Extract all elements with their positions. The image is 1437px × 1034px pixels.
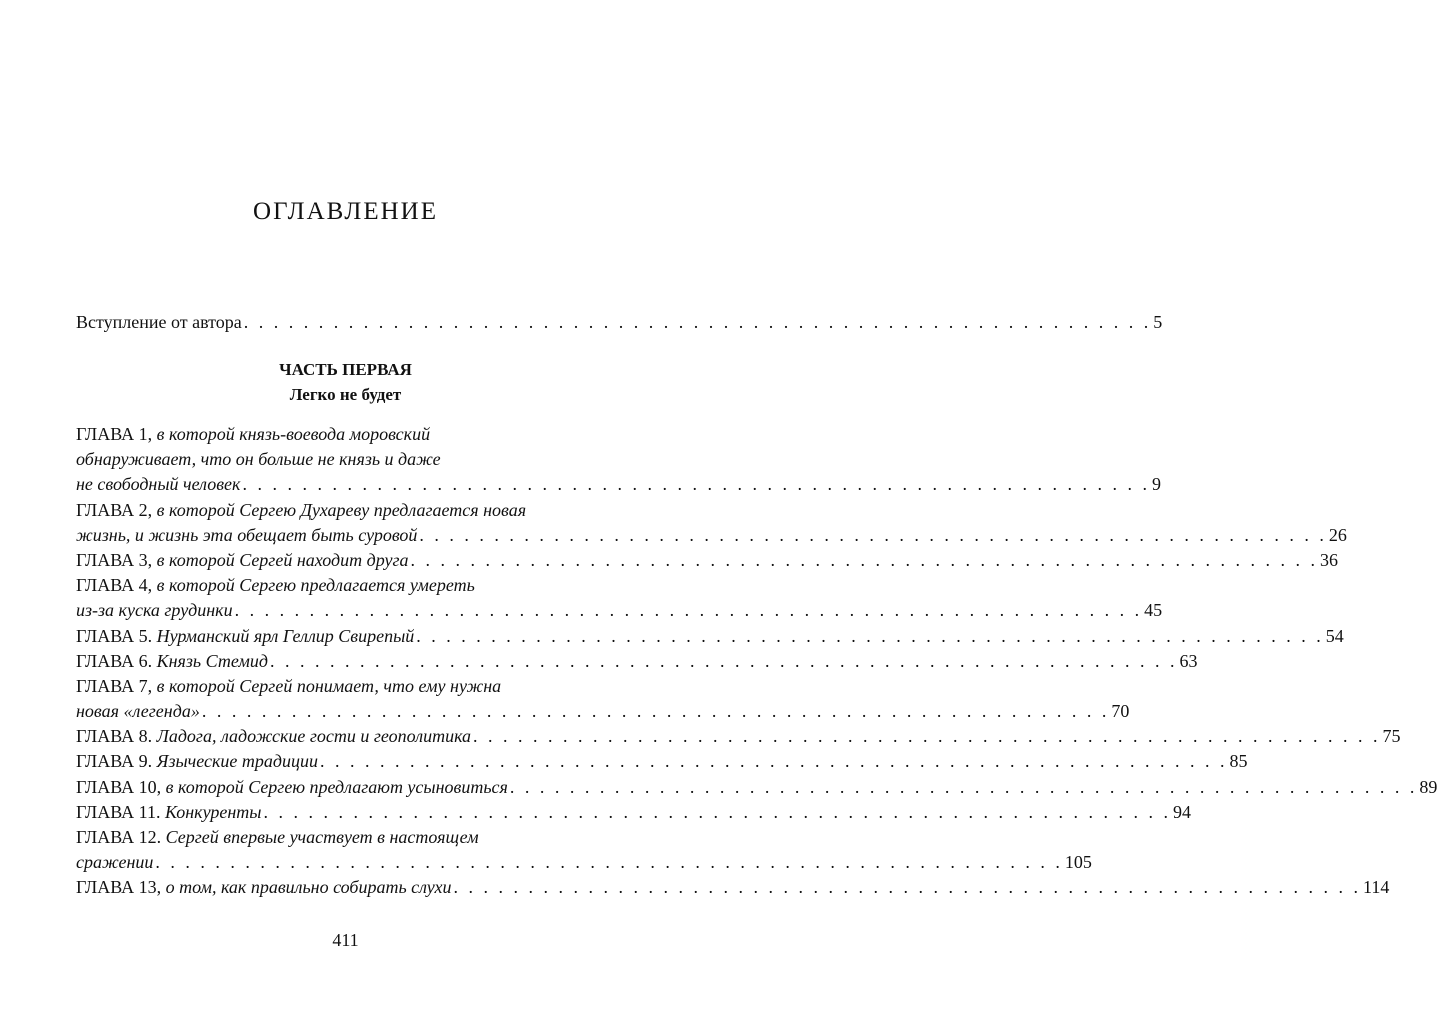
toc-entry-line bbox=[76, 800, 1191, 825]
toc-page-number: 63 bbox=[1179, 650, 1198, 671]
toc-entry-line bbox=[76, 649, 1198, 674]
toc-list bbox=[76, 422, 1437, 901]
toc-entry-intro bbox=[76, 310, 1163, 335]
chapter-label: ГЛАВА 3, bbox=[76, 549, 157, 570]
chapter-label: ГЛАВА 7, bbox=[76, 675, 157, 696]
toc-entry-line bbox=[76, 749, 1248, 774]
toc-page-number: 114 bbox=[1363, 877, 1390, 898]
toc-page-number: 89 bbox=[1419, 776, 1437, 797]
chapter-title: в которой князь-воевода моровский bbox=[156, 424, 431, 444]
toc-entry-line bbox=[76, 548, 1339, 573]
leader-dots: . . . . . . . . . . . . . . . . . . . . . . . . . . . . . . . . . . . . . . . . . . . . . . . . . . . . . . . . . . . . . bbox=[263, 801, 1171, 822]
chapter-title: новая «легенда» bbox=[76, 701, 200, 722]
toc-entry-line bbox=[76, 674, 588, 699]
leader-dots: . . . . . . . . . . . . . . . . . . . . . . . . . . . . . . . . . . . . . . . . . . . . . . . . . . . . . . . . . . . . . bbox=[155, 852, 1063, 873]
toc-entry-line bbox=[76, 850, 1092, 875]
toc-page-number: 85 bbox=[1229, 751, 1248, 772]
chapter-title: в которой Сергею предлагают усыновиться bbox=[165, 776, 508, 797]
toc-entry-line bbox=[76, 573, 588, 598]
toc-entry-line: обнаруживает, что он больше не князь и даже bbox=[76, 449, 441, 470]
chapter-label: ГЛАВА 11. bbox=[76, 801, 165, 822]
chapter-label: ГЛАВА 8. bbox=[76, 726, 157, 747]
toc-page-number: 105 bbox=[1064, 852, 1092, 873]
chapter-title: в которой Сергею Духареву предлагается новая bbox=[156, 499, 527, 520]
leader-dots: . . . . . . . . . . . . . . . . . . . . . . . . . . . . . . . . . . . . . . . . . . . . . . . . . . . . . . . . . . . . . bbox=[201, 701, 1110, 722]
toc-entry-line bbox=[76, 498, 588, 523]
leader-dots: . . . . . . . . . . . . . . . . . . . . . . . . . . . . . . . . . . . . . . . . . . . . . . . . . . . . . . . . . . . . . bbox=[242, 474, 1150, 495]
leader-dots: . . . . . . . . . . . . . . . . . . . . . . . . . . . . . . . . . . . . . . . . . . . . . . . . . . . . . . . . . . . . . bbox=[234, 600, 1143, 621]
chapter-title: Нурманский ярл Геллир Свирепый bbox=[156, 625, 415, 646]
leader-dots: . . . . . . . . . . . . . . . . . . . . . . . . . . . . . . . . . . . . . . . . . . . . . . . . . . . . . . . . . . . . . bbox=[270, 650, 1178, 671]
chapter-label: ГЛАВА 4, bbox=[76, 575, 157, 596]
leader-dots: . . . . . . . . . . . . . . . . . . . . . . . . . . . . . . . . . . . . . . . . . . . . . . . . . . . . . . . . . . . . . bbox=[473, 726, 1381, 747]
chapter-title: Князь Стемид bbox=[156, 650, 268, 671]
chapter-label: ГЛАВА 6. bbox=[76, 650, 157, 671]
page-number: 411 bbox=[332, 930, 359, 950]
chapter-title: из-за куска грудинки bbox=[76, 600, 233, 621]
toc-entry-text bbox=[76, 649, 268, 674]
page-title: ОГЛАВЛЕНИЕ bbox=[253, 198, 438, 225]
chapter-label: ГЛАВА 2, bbox=[76, 499, 157, 520]
chapter-title: Сергей впервые участвует в настоящем bbox=[165, 827, 479, 847]
chapter-label: ГЛАВА 5. bbox=[76, 625, 157, 646]
leader-dots: . . . . . . . . . . . . . . . . . . . . . . . . . . . . . . . . . . . . . . . . . . . . . . . . . . . . . . . . . . . . . bbox=[410, 549, 1319, 570]
toc-page-number: 45 bbox=[1144, 600, 1163, 621]
chapter-label: ГЛАВА 10, bbox=[76, 776, 166, 797]
chapter-title: Конкуренты bbox=[164, 801, 262, 822]
chapter-title: сражении bbox=[76, 852, 154, 873]
chapter-title: о том, как правильно собирать слухи bbox=[165, 877, 452, 898]
toc-page-number: 36 bbox=[1320, 549, 1339, 570]
chapter-title: в которой Сергей понимает, что ему нужна bbox=[156, 675, 502, 696]
part-title: ЧАСТЬ ПЕРВАЯ bbox=[279, 360, 412, 379]
toc-page-number: 70 bbox=[1111, 701, 1130, 722]
toc-entry-text bbox=[76, 624, 414, 649]
toc-page-number: 5 bbox=[1153, 312, 1163, 332]
toc-entry-line bbox=[76, 825, 588, 850]
toc-page-number: 9 bbox=[1151, 474, 1161, 495]
toc-entry-line bbox=[76, 699, 1130, 724]
leader-dots: . . . . . . . . . . . . . . . . . . . . . . . . . . . . . . . . . . . . . . . . . . . . . . . . . . . . . . . . . . . . . bbox=[419, 524, 1327, 545]
chapter-title: жизнь, и жизнь эта обещает быть суровой bbox=[76, 524, 418, 545]
toc-entry-line bbox=[76, 624, 1344, 649]
toc-entry-text: Вступление от автора bbox=[76, 312, 242, 332]
leader-dots: . . . . . . . . . . . . . . . . . . . . . . . . . . . . . . . . . . . . . . . . . . . . . . . . . . . . . . . . . . . . . bbox=[320, 751, 1228, 772]
chapter-label: ГЛАВА 1, bbox=[76, 424, 157, 444]
toc-entry-line bbox=[76, 598, 1163, 623]
toc-entry-line bbox=[76, 875, 1390, 900]
toc-entry-line bbox=[76, 472, 1161, 497]
part-subtitle: Легко не будет bbox=[289, 385, 402, 404]
leader-dots: . . . . . . . . . . . . . . . . . . . . . . . . . . . . . . . . . . . . . . . . . . . . . . . . . . . . . . . . . . . . . bbox=[416, 625, 1324, 646]
chapter-label: ГЛАВА 13, bbox=[76, 877, 166, 898]
toc-entry-text bbox=[76, 800, 261, 825]
chapter-title: Ладога, ладожские гости и геополитика bbox=[156, 726, 472, 747]
chapter-title: не свободный человек bbox=[76, 474, 241, 495]
toc-entry-line bbox=[76, 422, 588, 447]
chapter-label: ГЛАВА 12. bbox=[76, 827, 166, 847]
toc-entry-line bbox=[76, 523, 1347, 548]
toc-entry-text bbox=[76, 548, 409, 573]
toc-entry-text bbox=[76, 775, 508, 800]
chapter-title: Языческие традиции bbox=[156, 751, 319, 772]
toc-entry-text bbox=[76, 724, 471, 749]
toc-page-number: 54 bbox=[1325, 625, 1344, 646]
chapter-label: ГЛАВА 9. bbox=[76, 751, 157, 772]
leader-dots: . . . . . . . . . . . . . . . . . . . . . . . . . . . . . . . . . . . . . . . . . . . . . . . . . . . . . . . . . . . . . bbox=[243, 312, 1152, 332]
toc-page-number: 75 bbox=[1382, 726, 1401, 747]
toc-entry-text bbox=[76, 875, 452, 900]
chapter-title: в которой Сергей находит друга bbox=[156, 549, 409, 570]
toc-entry-line bbox=[76, 724, 1401, 749]
leader-dots: . . . . . . . . . . . . . . . . . . . . . . . . . . . . . . . . . . . . . . . . . . . . . . . . . . . . . . . . . . . . . bbox=[453, 877, 1362, 898]
toc-page-number: 26 bbox=[1328, 524, 1347, 545]
toc-entry-text bbox=[76, 749, 318, 774]
toc-entry-line bbox=[76, 775, 1437, 800]
toc-page-number: 94 bbox=[1172, 801, 1191, 822]
chapter-title: в которой Сергею предлагается умереть bbox=[156, 575, 475, 596]
leader-dots: . . . . . . . . . . . . . . . . . . . . . . . . . . . . . . . . . . . . . . . . . . . . . . . . . . . . . . . . . . . . . bbox=[509, 776, 1418, 797]
